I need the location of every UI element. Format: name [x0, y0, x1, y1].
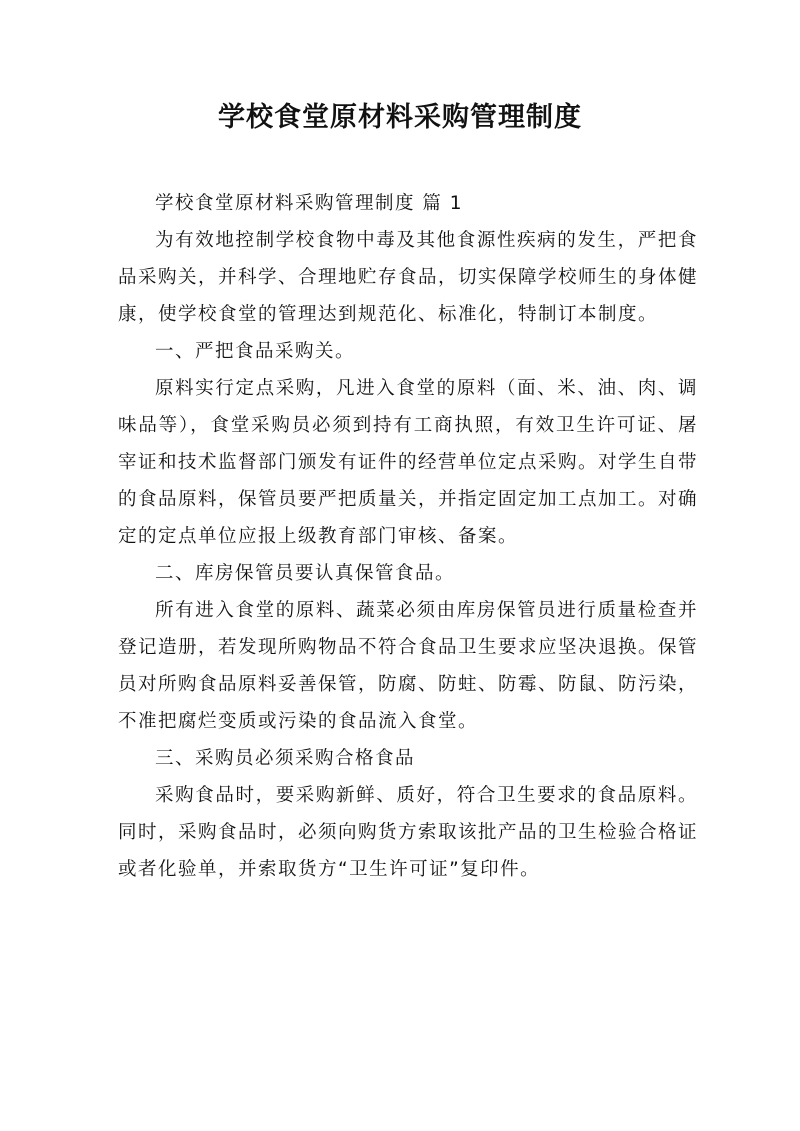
body-paragraph: 采购食品时，要采购新鲜、质好，符合卫生要求的食品原料。同时，采购食品时，必须向购货方索取该批产品的卫生检验合格证或者化验单，并索取货方“卫生许可证”复印件。	[118, 785, 699, 880]
section-heading: 三、采购员必须采购合格食品	[155, 748, 416, 769]
document-body	[118, 185, 698, 888]
section-heading: 一、严把食品采购关。	[155, 341, 356, 362]
body-paragraph: 所有进入食堂的原料、蔬菜必须由库房保管员进行质量检查并登记造册，若发现所购物品不符合食品卫生要求应坚决退换。保管员对所购食品原料妥善保管，防腐、防蛀、防霉、防鼠、防污染，不准把腐烂变质或污染的食品流入食堂。	[118, 600, 699, 732]
intro-paragraph: 为有效地控制学校食物中毒及其他食源性疾病的发生，严把食品采购关，并科学、合理地贮存食品，切实保障学校师生的身体健康，使学校食堂的管理达到规范化、标准化，特制订本制度。	[118, 230, 699, 325]
section-heading: 学校食堂原材料采购管理制度 篇 1	[155, 193, 464, 214]
section-heading: 二、库房保管员要认真保管食品。	[155, 563, 456, 584]
body-paragraph: 原料实行定点采购，凡进入食堂的原料（面、米、油、肉、调味品等），食堂采购员必须到持有工商执照，有效卫生许可证、屠宰证和技术监督部门颁发有证件的经营单位定点采购。对学生自带的食品原料，保管员要严把质量关，并指定固定加工点加工。对确定的定点单位应报上级教育部门审核、备案。	[118, 378, 699, 547]
document-title: 学校食堂原材料采购管理制度	[218, 102, 582, 133]
